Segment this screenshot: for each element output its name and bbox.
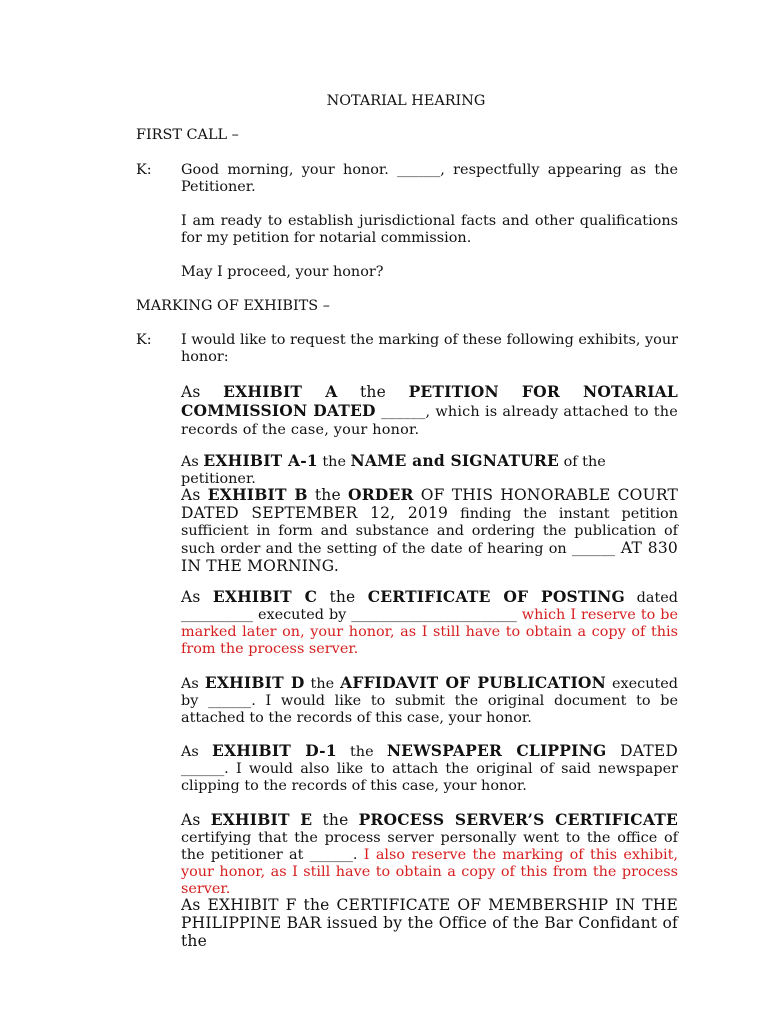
exhibit-e-period: .: [352, 847, 358, 863]
exhibit-d1-paragraph: [181, 742, 678, 795]
exhibit-d-paragraph: [181, 674, 678, 727]
first-call-jurisdiction: I am ready to establish jurisdictional facts and other qualifications for my petition for notarial commission.: [181, 213, 678, 246]
first-call-proceed: May I proceed, your honor?: [181, 264, 384, 280]
exhibit-a-the: the: [337, 383, 409, 401]
exhibit-a-label: EXHIBIT A: [223, 382, 338, 401]
exhibit-d1-document: NEWSPAPER CLIPPING: [386, 741, 607, 760]
exhibit-d-rest: . I would like to submit the original document to be attached to the records of this case, your honor.: [181, 693, 679, 726]
first-call-speaker: K:: [136, 162, 152, 178]
exhibit-b-paragraph: [181, 486, 678, 576]
marking-intro: I would like to request the marking of these following exhibits, your honor:: [181, 332, 678, 365]
exhibit-e-the: the: [312, 811, 359, 829]
exhibit-a-as: As: [181, 383, 224, 401]
petitioner-name-blank: ______: [397, 162, 441, 178]
exhibit-b-time: AT 830 IN THE MORNING.: [181, 539, 678, 575]
first-call-greeting: [181, 162, 678, 196]
exhibit-c-executor-blank: _______________________: [351, 607, 517, 623]
exhibit-e-as: As: [181, 811, 211, 829]
exhibit-b-court-date: OF THIS HONORABLE COURT DATED SEPTEMBER 12, 2019: [181, 486, 678, 522]
exhibit-c-paragraph: [181, 588, 678, 658]
exhibit-a-date-blank: ______: [381, 403, 426, 420]
exhibit-b-hearing-blank: ______: [571, 541, 616, 557]
exhibit-b-label: EXHIBIT B: [207, 485, 308, 504]
exhibit-c-executed: executed by: [252, 607, 352, 623]
exhibit-a-paragraph: [181, 383, 678, 440]
exhibit-a-rest: , which is already attached to the records of the case, your honor.: [181, 403, 678, 438]
exhibit-e-document: PROCESS SERVER’S CERTIFICATE: [358, 810, 678, 829]
exhibit-c-label: EXHIBIT C: [212, 587, 318, 606]
exhibit-e-reserve-note: I also reserve the marking of this exhibit, your honor, as I still have to obtain a copy of this from the process server.: [181, 847, 678, 897]
exhibit-c-date-blank: __________: [181, 607, 253, 623]
exhibit-b-rest: finding the instant petition sufficient in form and substance and ordering the publication of such order and the setting of the date of hearing on: [181, 506, 678, 557]
exhibit-a1-the: the: [317, 454, 351, 470]
exhibit-a1-document: NAME and SIGNATURE: [350, 451, 560, 470]
exhibit-d-the: the: [304, 676, 341, 692]
exhibit-e-paragraph: [181, 811, 678, 898]
exhibit-c-the: the: [317, 588, 368, 606]
exhibit-d-executed: executed by: [181, 676, 679, 709]
first-call-heading: FIRST CALL –: [136, 127, 239, 143]
marking-speaker: K:: [136, 332, 152, 348]
exhibit-e-address-blank: ______: [309, 847, 353, 863]
exhibit-d1-as: As: [181, 744, 212, 760]
marking-heading: MARKING OF EXHIBITS –: [136, 298, 330, 314]
exhibit-f-paragraph: As EXHIBIT F the CERTIFICATE OF MEMBERSHIP IN THE PHILIPPINE BAR issued by the Office of the Bar Confidant of the: [181, 896, 678, 950]
greeting-text-b: , respectfully appearing as the Petitioner.: [181, 162, 679, 195]
exhibit-d1-date-blank: ______: [181, 761, 225, 777]
exhibit-e-rest: certifying that the process server personally went to the office of the petitioner at: [181, 830, 678, 863]
exhibit-c-as: As: [181, 588, 213, 606]
greeting-text-a: Good morning, your honor.: [181, 162, 398, 178]
exhibit-d-executor-blank: ______: [208, 693, 252, 709]
exhibit-d1-label: EXHIBIT D-1: [212, 741, 337, 760]
exhibit-d1-the: the: [336, 744, 387, 760]
exhibit-d1-dated: DATED: [606, 742, 679, 760]
exhibit-c-reserve-note: which I reserve to be marked later on, your honor, as I still have to obtain a copy of this from the process server.: [181, 607, 678, 657]
exhibit-c-dated: dated: [624, 590, 678, 606]
exhibit-a1-as: As: [181, 454, 204, 470]
document-title: NOTARIAL HEARING: [326, 93, 486, 109]
exhibit-c-document: CERTIFICATE OF POSTING: [367, 587, 625, 606]
exhibit-d-as: As: [181, 676, 205, 692]
exhibit-b-document: ORDER: [348, 485, 414, 504]
exhibit-d1-rest: . I would also like to attach the original of said newspaper clipping to the records of this case, your honor.: [181, 761, 678, 794]
exhibit-a1-label: EXHIBIT A-1: [203, 451, 318, 470]
exhibit-b-the: the: [307, 486, 349, 504]
exhibit-d-label: EXHIBIT D: [204, 673, 305, 692]
exhibit-e-label: EXHIBIT E: [210, 810, 313, 829]
exhibit-b-as: As: [181, 486, 208, 504]
exhibit-a1-rest: of the petitioner.: [181, 454, 606, 487]
exhibit-a-document: PETITION FOR NOTARIAL COMMISSION DATED: [181, 382, 678, 420]
exhibit-a1-paragraph: [181, 452, 678, 488]
exhibit-d-document: AFFIDAVIT OF PUBLICATION: [340, 673, 606, 692]
